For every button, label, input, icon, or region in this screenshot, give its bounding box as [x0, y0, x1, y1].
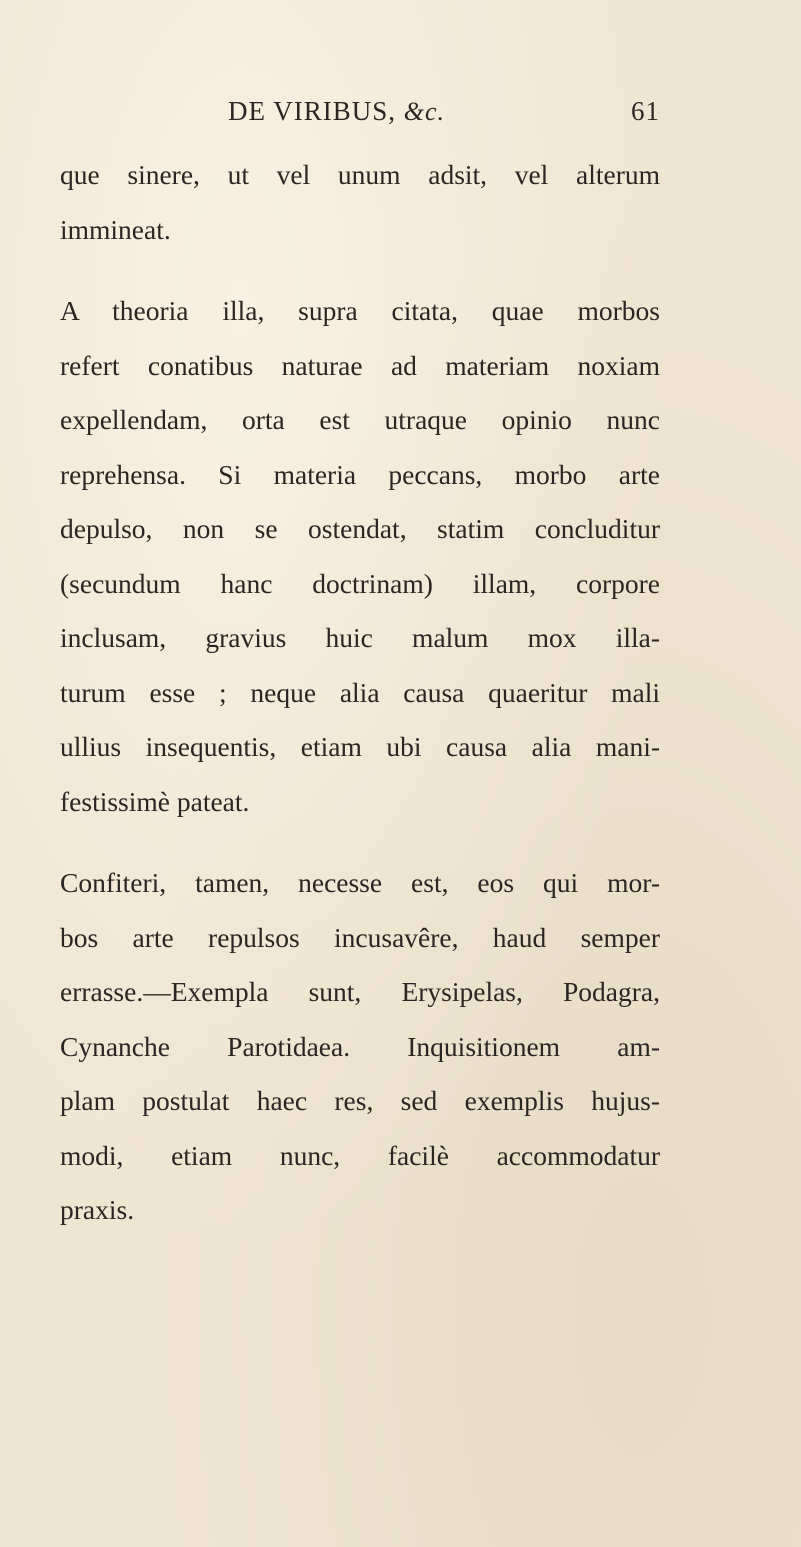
text-line: expellendam, orta est utraque opinio nunc: [60, 404, 660, 435]
text-line: festissimè pateat.: [60, 785, 250, 817]
text-line: refert conatibus naturae ad materiam noxiam: [60, 349, 660, 381]
text-line: plam postulat haec res, sed exemplis hujus-: [60, 1085, 660, 1116]
text-line: que sinere, ut vel unum adsit, vel alterum: [60, 159, 660, 190]
text-line: Confiteri, tamen, necesse est, eos qui mor-: [60, 867, 660, 898]
text-line: A theoria illa, supra citata, quae morbos: [60, 295, 660, 326]
running-title: [228, 96, 445, 127]
text-line: ullius insequentis, etiam ubi causa alia mani-: [60, 731, 660, 762]
text-line: errasse.—Exempla sunt, Erysipelas, Podagra,: [60, 976, 660, 1007]
text-line: bos arte repulsos incusavêre, haud semper: [60, 921, 660, 953]
text-line: reprehensa. Si materia peccans, morbo arte: [60, 458, 660, 490]
running-head: [60, 96, 660, 132]
text-line: Cynanche Parotidaea. Inquisitionem am-: [60, 1030, 660, 1062]
text-line: inclusam, gravius huic malum mox illa-: [60, 622, 660, 653]
running-title-text: DE VIRIBUS,: [228, 96, 397, 126]
paragraph-1: [60, 148, 660, 257]
paragraph-3: [60, 856, 660, 1238]
paragraph-2: [60, 284, 660, 829]
text-line: modi, etiam nunc, facilè accommodatur: [60, 1139, 660, 1171]
running-title-etc: &c.: [403, 97, 446, 126]
body-text: [60, 148, 660, 1238]
text-line: praxis.: [60, 1194, 135, 1225]
text-line: depulso, non se ostendat, statim concluditur: [60, 513, 660, 544]
text-line: (secundum hanc doctrinam) illam, corpore: [60, 567, 660, 599]
text-line: immineat.: [60, 213, 171, 245]
page-number: 61: [631, 96, 660, 126]
text-line: turum esse ; neque alia causa quaeritur mali: [60, 676, 660, 708]
